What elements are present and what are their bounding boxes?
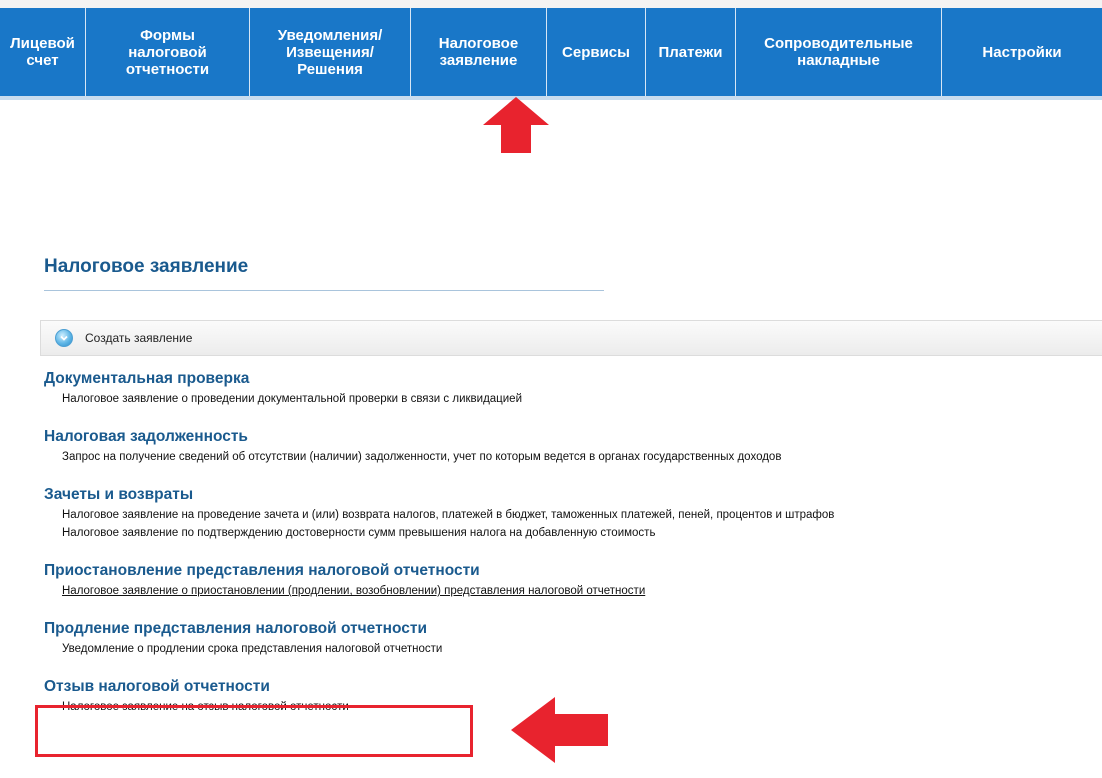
nav-item-services[interactable]: Сервисы — [547, 8, 646, 96]
application-link[interactable]: Налоговое заявление о проведении документальной проверки в связи с ликвидацией — [62, 393, 522, 405]
section-title: Документальная проверка — [44, 370, 250, 387]
create-application-label: Создать заявление — [85, 331, 193, 345]
nav-item-tax-application[interactable]: Налоговое заявление — [411, 8, 547, 96]
page-title: Налоговое заявление — [44, 256, 249, 277]
title-divider — [44, 290, 604, 291]
section-suspension — [44, 562, 1094, 600]
section-title: Зачеты и возвраты — [44, 486, 194, 503]
section-documentary-audit — [44, 370, 1094, 408]
application-link[interactable]: Налоговое заявление на проведение зачета и (или) возврата налогов, платежей в бюджет, таможенных платежей, пеней, процентов и штрафов — [62, 509, 835, 521]
section-tax-debt — [44, 428, 1094, 466]
application-link[interactable]: Запрос на получение сведений об отсутствии (наличии) задолженности, учет по которым ведется в органах государственных доходов — [62, 451, 782, 463]
application-sections — [44, 370, 1094, 736]
application-link[interactable]: Налоговое заявление о приостановлении (продлении, возобновлении) представления налоговой отчетности — [62, 585, 646, 597]
chevron-down-circle-icon — [55, 329, 73, 347]
section-title: Налоговая задолженность — [44, 428, 248, 445]
create-application-header[interactable] — [40, 320, 1102, 356]
nav-item-waybills[interactable]: Сопроводительные накладные — [736, 8, 942, 96]
nav-item-tax-forms[interactable]: Формы налоговой отчетности — [86, 8, 250, 96]
application-link[interactable]: Налоговое заявление по подтверждению достоверности сумм превышения налога на добавленную стоимость — [62, 527, 656, 539]
section-title: Приостановление представления налоговой отчетности — [44, 562, 480, 579]
section-title: Отзыв налоговой отчетности — [44, 678, 270, 695]
nav-item-personal-account[interactable]: Лицевой счет — [0, 8, 86, 96]
section-title: Продление представления налоговой отчетности — [44, 620, 428, 637]
section-offsets-refunds — [44, 486, 1094, 542]
application-link[interactable]: Налоговое заявление на отзыв налоговой отчетности — [62, 701, 349, 713]
top-strip — [0, 0, 1102, 8]
red-arrow-up-icon — [483, 97, 549, 153]
main-nav — [0, 8, 1102, 100]
application-link[interactable]: Уведомление о продлении срока представления налоговой отчетности — [62, 643, 443, 655]
nav-item-payments[interactable]: Платежи — [646, 8, 736, 96]
highlight-box — [35, 705, 473, 757]
nav-item-settings[interactable]: Настройки — [982, 43, 1062, 61]
nav-item-notifications[interactable]: Уведомления/ Извещения/ Решения — [250, 8, 411, 96]
section-extension — [44, 620, 1094, 658]
red-arrow-left-icon — [511, 697, 608, 763]
